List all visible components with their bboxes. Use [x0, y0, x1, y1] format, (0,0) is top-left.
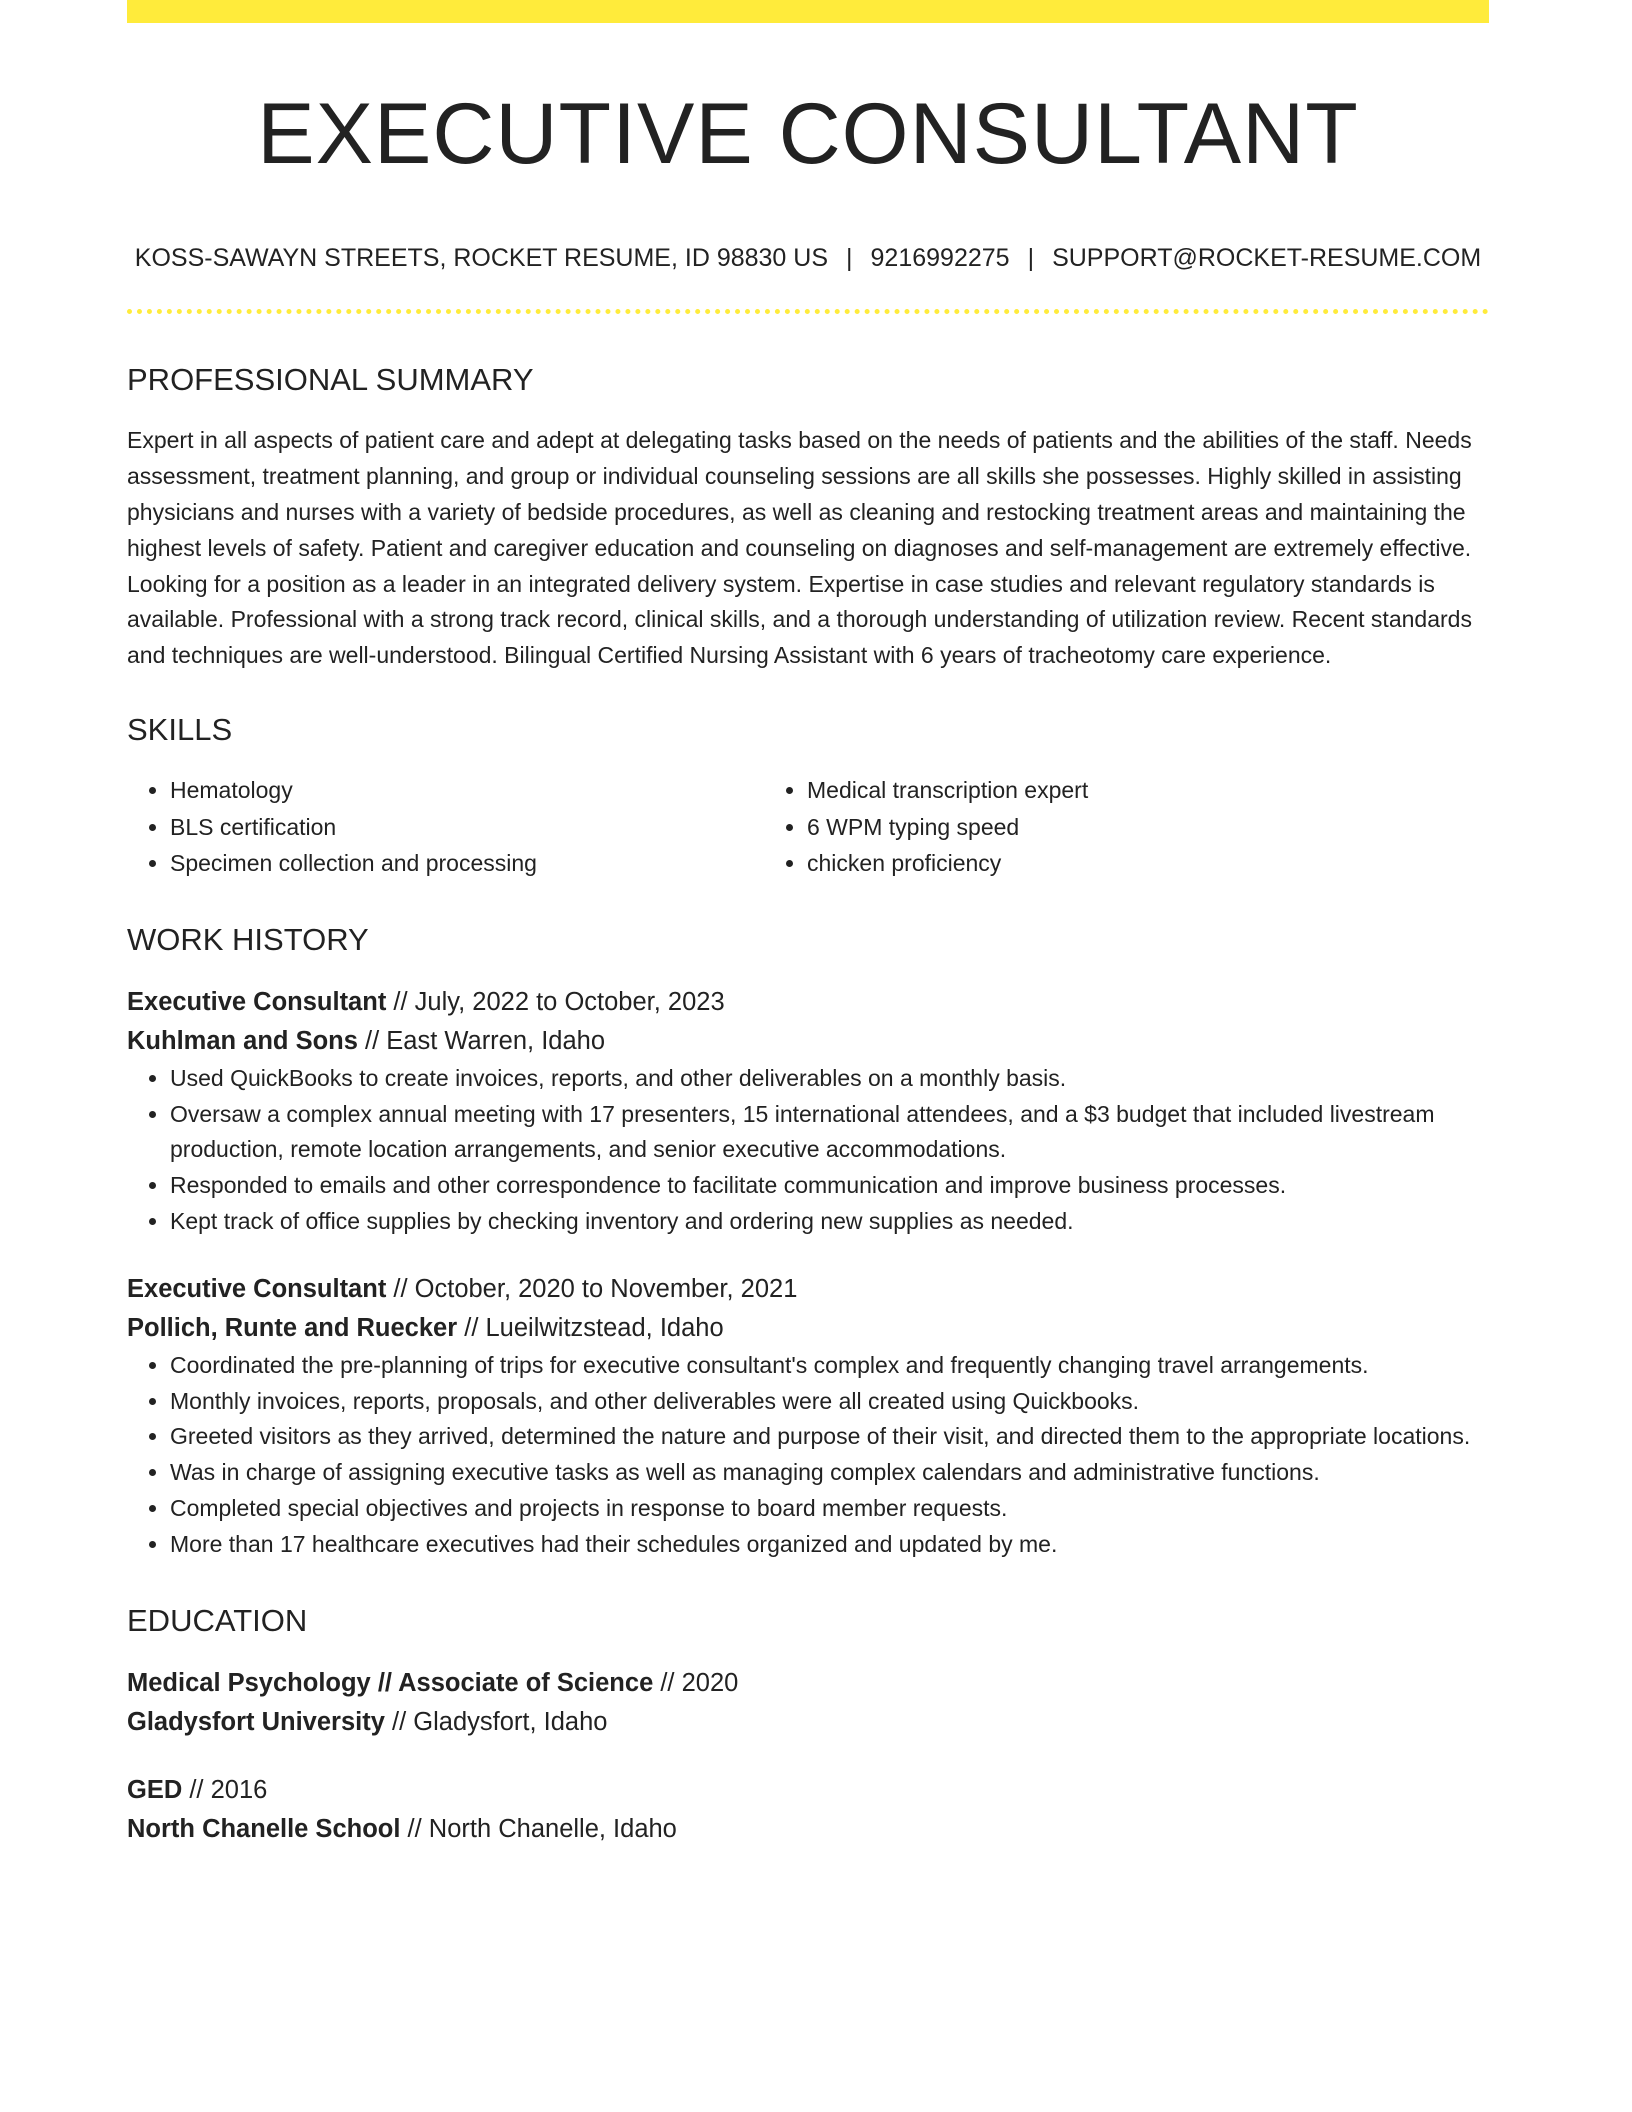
contact-separator: | — [1027, 244, 1035, 273]
job-bullet: • Greeted visitors as they arrived, determined the nature and purpose of their visit, and directed them to the appropriate locations. — [170, 1419, 1489, 1455]
section-title-education: EDUCATION — [127, 1602, 308, 1638]
education-year: // 2020 — [653, 1668, 739, 1697]
job-bullet: • More than 17 healthcare executives had their schedules organized and updated by me. — [170, 1527, 1489, 1563]
contact-line — [127, 243, 1489, 273]
education-degree-line — [127, 1664, 1489, 1703]
skill-item: • Hematology — [170, 772, 756, 809]
resume-page — [127, 0, 1489, 1849]
education-school: North Chanelle School — [127, 1814, 401, 1843]
skill-item: • chicken proficiency — [807, 845, 1385, 882]
phone: 9216992275 — [870, 244, 1010, 273]
section-title-work-history: WORK HISTORY — [127, 921, 369, 957]
education-school-line — [127, 1810, 1489, 1849]
job-bullet: • Oversaw a complex annual meeting with 17 presenters, 15 international attendees, and a $3 budget that included livestream production, remote location arrangements, and senior executive accommodations. — [170, 1097, 1489, 1169]
skill-item: • BLS certification — [170, 809, 756, 846]
job-bullets — [127, 1348, 1489, 1563]
skills-column-right — [756, 772, 1385, 882]
job-bullet: • Responded to emails and other correspondence to facilitate communication and improve business processes. — [170, 1168, 1489, 1204]
job-company: Kuhlman and Sons — [127, 1026, 358, 1055]
job-company-line — [127, 1309, 1489, 1348]
email: SUPPORT@ROCKET-RESUME.COM — [1052, 244, 1482, 273]
education-degree: Medical Psychology // Associate of Science — [127, 1668, 654, 1697]
education-school-line — [127, 1703, 1489, 1742]
job-dates: // October, 2020 to November, 2021 — [386, 1274, 798, 1303]
job-location: // East Warren, Idaho — [357, 1026, 606, 1055]
job-bullet: • Was in charge of assigning executive tasks as well as managing complex calendars and administrative functions. — [170, 1455, 1489, 1491]
summary-text: Expert in all aspects of patient care and adept at delegating tasks based on the needs of patients and the abilities of the staff. Needs assessment, treatment planning, and group or individual counseling sessions are all skills she possesses. Highly skilled in assisting physicians and nurses with a variety of bedside procedures, as well as cleaning and restocking treatment areas and maintaining the highest levels of safety. Patient and caregiver education and counseling on diagnoses and self-management are extremely effective. Looking for a position as a leader in an integrated delivery system. Expertise in case studies and relevant regulatory standards is available. Professional with a strong track record, clinical skills, and a thorough understanding of utilization review. Recent standards and techniques are well-understood. Bilingual Certified Nursing Assistant with 6 years of tracheotomy care experience. — [127, 427, 1472, 669]
job-bullet: • Used QuickBooks to create invoices, reports, and other deliverables on a monthly basis. — [170, 1061, 1489, 1097]
contact-separator: | — [846, 244, 853, 273]
job-company: Pollich, Runte and Ruecker — [127, 1313, 458, 1342]
education-year: // 2016 — [182, 1775, 268, 1804]
education-degree-line — [127, 1771, 1489, 1810]
skills-column-left — [127, 772, 756, 882]
job-title-line — [127, 983, 1489, 1022]
job-role: Executive Consultant — [127, 987, 387, 1016]
job-dates: // July, 2022 to October, 2023 — [386, 987, 725, 1016]
job-company-line — [127, 1022, 1489, 1061]
skill-item: • 6 WPM typing speed — [807, 809, 1385, 846]
section-title-skills: SKILLS — [127, 711, 233, 747]
skill-item: • Specimen collection and processing — [170, 845, 756, 882]
section-title-summary: PROFESSIONAL SUMMARY — [127, 362, 534, 398]
job-bullet: • Coordinated the pre-planning of trips for executive consultant's complex and frequently changing travel arrangements. — [170, 1348, 1489, 1384]
job-bullet: • Monthly invoices, reports, proposals, and other deliverables were all created using Quickbooks. — [170, 1384, 1489, 1420]
education-location: // Gladysfort, Idaho — [384, 1707, 608, 1736]
skill-item: • Medical transcription expert — [807, 772, 1385, 809]
dotted-divider — [127, 309, 1489, 314]
top-accent-bar — [127, 0, 1489, 23]
job-role: Executive Consultant — [127, 1274, 387, 1303]
job-title-line — [127, 1270, 1489, 1309]
candidate-name: EXECUTIVE CONSULTANT — [257, 86, 1359, 182]
job-location: // Lueilwitzstead, Idaho — [457, 1313, 724, 1342]
job-bullets — [127, 1061, 1489, 1240]
education-school: Gladysfort University — [127, 1707, 385, 1736]
job-bullet: • Completed special objectives and projects in response to board member requests. — [170, 1491, 1489, 1527]
skills-grid — [127, 772, 1489, 882]
education-degree: GED — [127, 1775, 183, 1804]
address: KOSS-SAWAYN STREETS, ROCKET RESUME, ID 98830 US — [134, 244, 829, 273]
job-bullet: • Kept track of office supplies by checking inventory and ordering new supplies as needed. — [170, 1204, 1489, 1240]
education-location: // North Chanelle, Idaho — [400, 1814, 677, 1843]
